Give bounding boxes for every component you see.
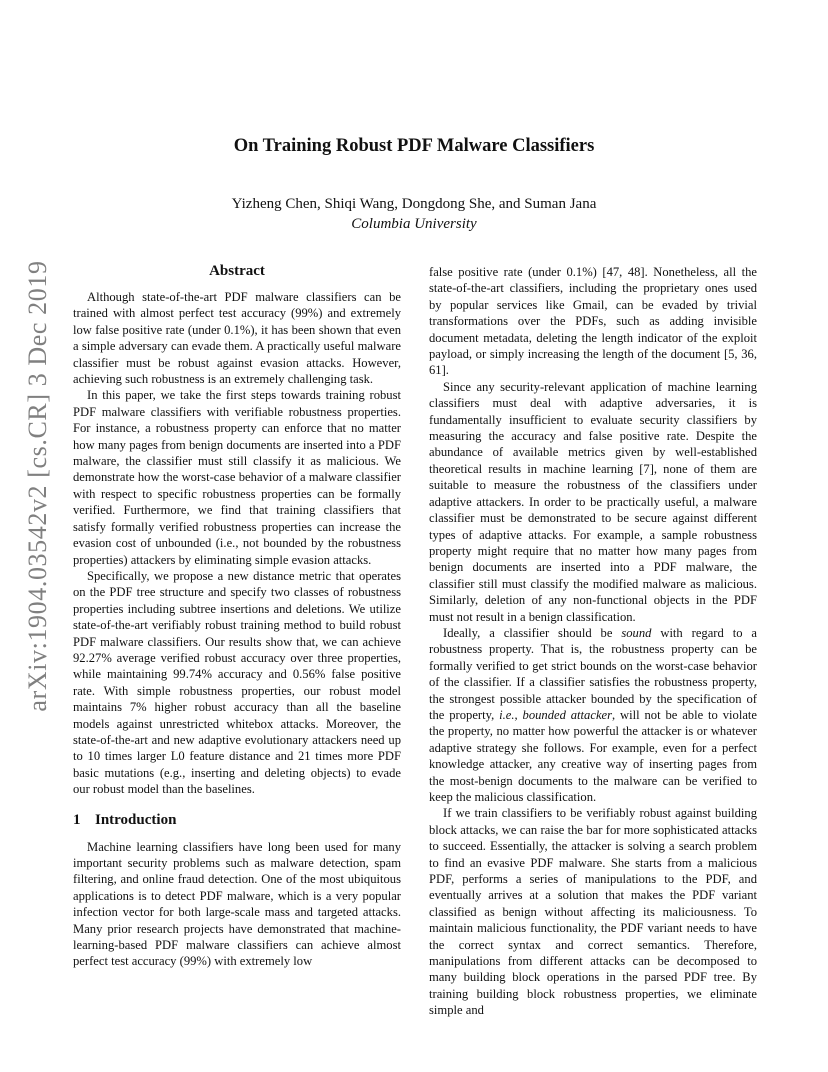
section-title: Introduction xyxy=(95,811,177,828)
right-column xyxy=(429,264,757,1019)
section-number: 1 xyxy=(73,811,81,828)
paper-authors: Yizheng Chen, Shiqi Wang, Dongdong She, and Suman Jana xyxy=(231,196,597,212)
left-column xyxy=(73,262,401,970)
intro-paragraph-2: Since any security-relevant application of machine learning classifiers must deal with adaptive adversaries, it is fundamentally insufficient to evaluate security classifiers by measuring the accuracy and false positive rate. Despite the abundance of available metrics given by well-established theoretical results in machine learning [7], none of them are suitable to measure the robustness of the classifiers under adaptive attackers. In order to be practically useful, a malware classifier must be demonstrated to be secure against different types of adaptive attacks. For example, a sample robustness property might require that no matter how many pages from benign documents are inserted into a PDF malware, the classifier still must classify the modified malware as malicious. Similarly, deletion of any non-functional objects in the PDF must not result in a benign classification. xyxy=(429,379,757,624)
abstract-paragraph-2: In this paper, we take the first steps towards training robust PDF malware classifiers with verifiable robustness properties. For instance, a robustness property can enforce that no matter how many pages from benign documents are inserted into a PDF malware, the classifier must still classify it as malicious. We demonstrate how the worst-case behavior of a malware classifier with respect to specific robustness properties can be formally verified. Furthermore, we find that training classifiers that satisfy formally verified robustness properties can increase the evasion cost of unbounded (i.e., not bounded by the robustness properties) attackers by eliminating simple evasion attacks. xyxy=(73,388,401,567)
paper-title: On Training Robust PDF Malware Classifiers xyxy=(233,136,595,156)
abstract-heading: Abstract xyxy=(209,263,265,279)
abstract-paragraph-1: Although state-of-the-art PDF malware classifiers can be trained with almost perfect test accuracy (99%) and extremely low false positive rate (under 0.1%), it has been shown that even a simple adversary can evade them. A practically useful malware classifier must be robust against evasion attacks. However, achieving such robustness is an extremely challenging task. xyxy=(73,290,401,387)
section-heading-introduction xyxy=(73,811,401,829)
emphasis-sound: sound xyxy=(621,625,652,640)
abstract-paragraph-3: Specifically, we propose a new distance metric that operates on the PDF tree structure and specify two classes of robustness properties including subtree insertions and deletions. We utilize state-of-the-art verifiably robust training method to build robust PDF malware classifiers. Our results show that, we can achieve 92.27% average verified robust accuracy over three properties, while maintaining 99.74% accuracy and 0.56% false positive rate. With simple robustness properties, our robust model maintains 7% higher robust accuracy than all the baseline models against unrestricted whitebox attacks. Moreover, the state-of-the-art and new adaptive evolutionary attackers need up to 10 times larger L0 feature distance and 21 times more PDF basic mutations (e.g., inserting and deleting objects) to evade our robust model than the baselines. xyxy=(73,568,401,797)
intro-paragraph-1: Machine learning classifiers have long been used for many important security problems such as malware detection, spam filtering, and online fraud detection. One of the most ubiquitous applications is to detect PDF malware, which is a very popular infection vector for both large-scale mass and targeted attacks. Many prior research projects have demonstrated that machine-learning-based PDF malware classifiers can achieve almost perfect test accuracy (99%) with extremely low xyxy=(73,839,401,969)
text-segment: Ideally, a classifier should be xyxy=(443,625,622,640)
text-segment: , will not be able to violate the property, no matter how powerful the attacker is or whatever adaptive strategy she follows. For example, even for a perfect knowledge attacker, any creative way of inserting pages from the most-benign documents to the malware can be verified to keep the malicious classification. xyxy=(429,707,757,804)
intro-paragraph-4: If we train classifiers to be verifiably robust against building block attacks, we can raise the bar for more sophisticated attacks to succeed. Essentially, the attacker is solving a search problem to find an evasive PDF malware. She starts from a malicious PDF, performs a series of manipulations to the PDF, and eventually arrives at a solution that makes the PDF variant classified as benign without affecting its maliciousness. To maintain malicious functionality, the PDF variant needs to have the correct syntax and correct semantics. Therefore, manipulations from different attacks can be decomposed to many building block operations in the parsed PDF tree. By training building block robustness properties, we eliminate simple and xyxy=(429,806,757,1018)
paper-affiliation: Columbia University xyxy=(351,216,477,232)
emphasis-bounded-attacker: i.e., bounded attacker xyxy=(499,707,613,722)
intro-paragraph-continued: false positive rate (under 0.1%) [47, 48]. Nonetheless, all the state-of-the-art classifiers, including the proprietary ones used by popular services like Gmail, can be evaded by trivial transformations over the PDFs, such as adding invisible document metadata, deleting the length indicator of the exploit payload, or simply increasing the length of the document [5, 36, 61]. xyxy=(429,265,757,378)
text-segment: with regard to a robustness property. That is, the robustness property can be formally verified to get strict bounds on the worst-case behavior of the classifier. If a classifier satisfies the robustness property, the strongest possible attacker bounded by the specification of the property, xyxy=(429,625,757,722)
arxiv-identifier-stamp: arXiv:1904.03542v2 [cs.CR] 3 Dec 2019 xyxy=(23,260,52,712)
intro-paragraph-3 xyxy=(429,625,757,805)
